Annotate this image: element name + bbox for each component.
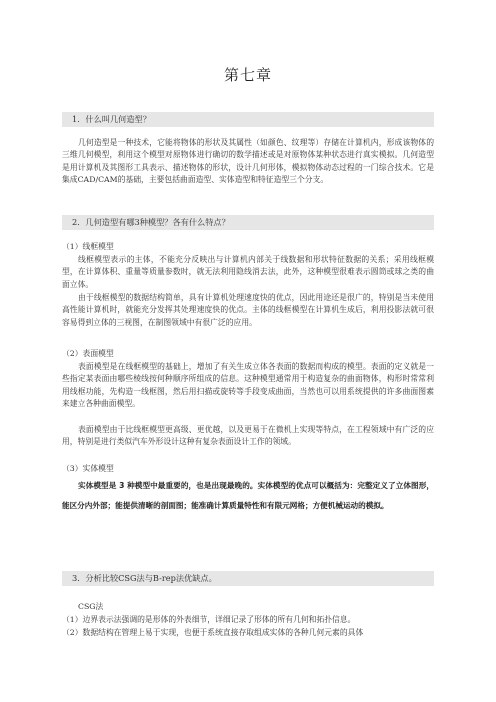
question-1-heading: 1．什么叫几何造型？ xyxy=(62,112,434,127)
csg-point-1: （1）边界表示法强调的是形体的外表细节，详细记录了形体的所有几何和拓扑信息。 xyxy=(62,615,356,624)
question-2-heading: 2．几何造型有哪3种模型？各有什么特点？ xyxy=(62,215,434,230)
section-wireframe-para-2: 由于线框模型的数据结构简单，具有计算机处理速度快的优点，因此用途还是很广的，特别是当未使用高性能计算机时，就能充分发挥其处理速度快的优点。主体的线框模型在计算机生成后，利用投影法就可很容易得到立体的三视图，在制图领域中有很广泛的应用。 xyxy=(62,293,434,327)
section-wireframe-para-1: 线框模型表示的主体，不能充分反映出与计算机内部关于线数据和形状特征数据的关系；采用线框模型，在计算体积、重量等质量参数时，就无法利用隐线消去法，此外，这种模型很难表示圆筒或球之类的曲面立体。 xyxy=(62,255,434,289)
page-title: 第七章 xyxy=(223,66,272,84)
question-3-heading: 3．分析比较CSG法与B-rep法优缺点。 xyxy=(62,571,434,586)
question-1-body: 几何造型是一种技术，它能将物体的形状及其属性（如颜色、纹理等）存储在计算机内，形成该物体的三维几何模型，利用这个模型对原物体进行确切的数学描述或是对原物体某种状态进行真实模拟。几何造型是用计算机及其图形工具表示、描述物体的形状，设计几何形体，模拟物体动态过程的一门综合技术。它是集成CAD/CAM的基础，主要包括曲面造型、实体造型和特征造型三个分支。 xyxy=(62,138,434,185)
section-solid-body: 实体模型是 3 种模型中最重要的，也是出现最晚的。实体模型的优点可以概括为：完整定义了立体图形，能区分内外部；能提供清晰的剖面图；能准确计算质量特性和有限元网格；方便机械运动的模拟。 xyxy=(62,481,434,510)
csg-title: CSG法 xyxy=(78,602,104,611)
section-solid-title: （3）实体模型 xyxy=(62,464,114,473)
section-surface-title: （2）表面模型 xyxy=(62,349,114,358)
section-surface-para-1: 表面模型是在线框模型的基础上，增加了有关生成立体各表面的数据而构成的模型。表面的定义就是一些指定某表面由哪些棱线按何种顺序所组成的信息。这种模型通常用于构造复杂的曲面物体，构形时常常利用线框功能，先构造一线框图，然后用扫描或旋转等手段变成曲面，当然也可以用系统提供的许多曲面图素来建立各种曲面模型。 xyxy=(62,362,434,409)
csg-point-2: （2）数据结构在管理上易于实现，也便于系统直接存取组成实体的各种几何元素的具体 xyxy=(62,628,364,637)
section-surface-para-2: 表面模型由于比线框模型更高级、更优越，以及更易于在微机上实现等特点，在工程领域中有广泛的应用，特别是进行类似汽车外形设计这种有复杂表面设计工作的领域。 xyxy=(62,425,434,447)
section-wireframe-title: （1）线框模型 xyxy=(62,242,114,251)
